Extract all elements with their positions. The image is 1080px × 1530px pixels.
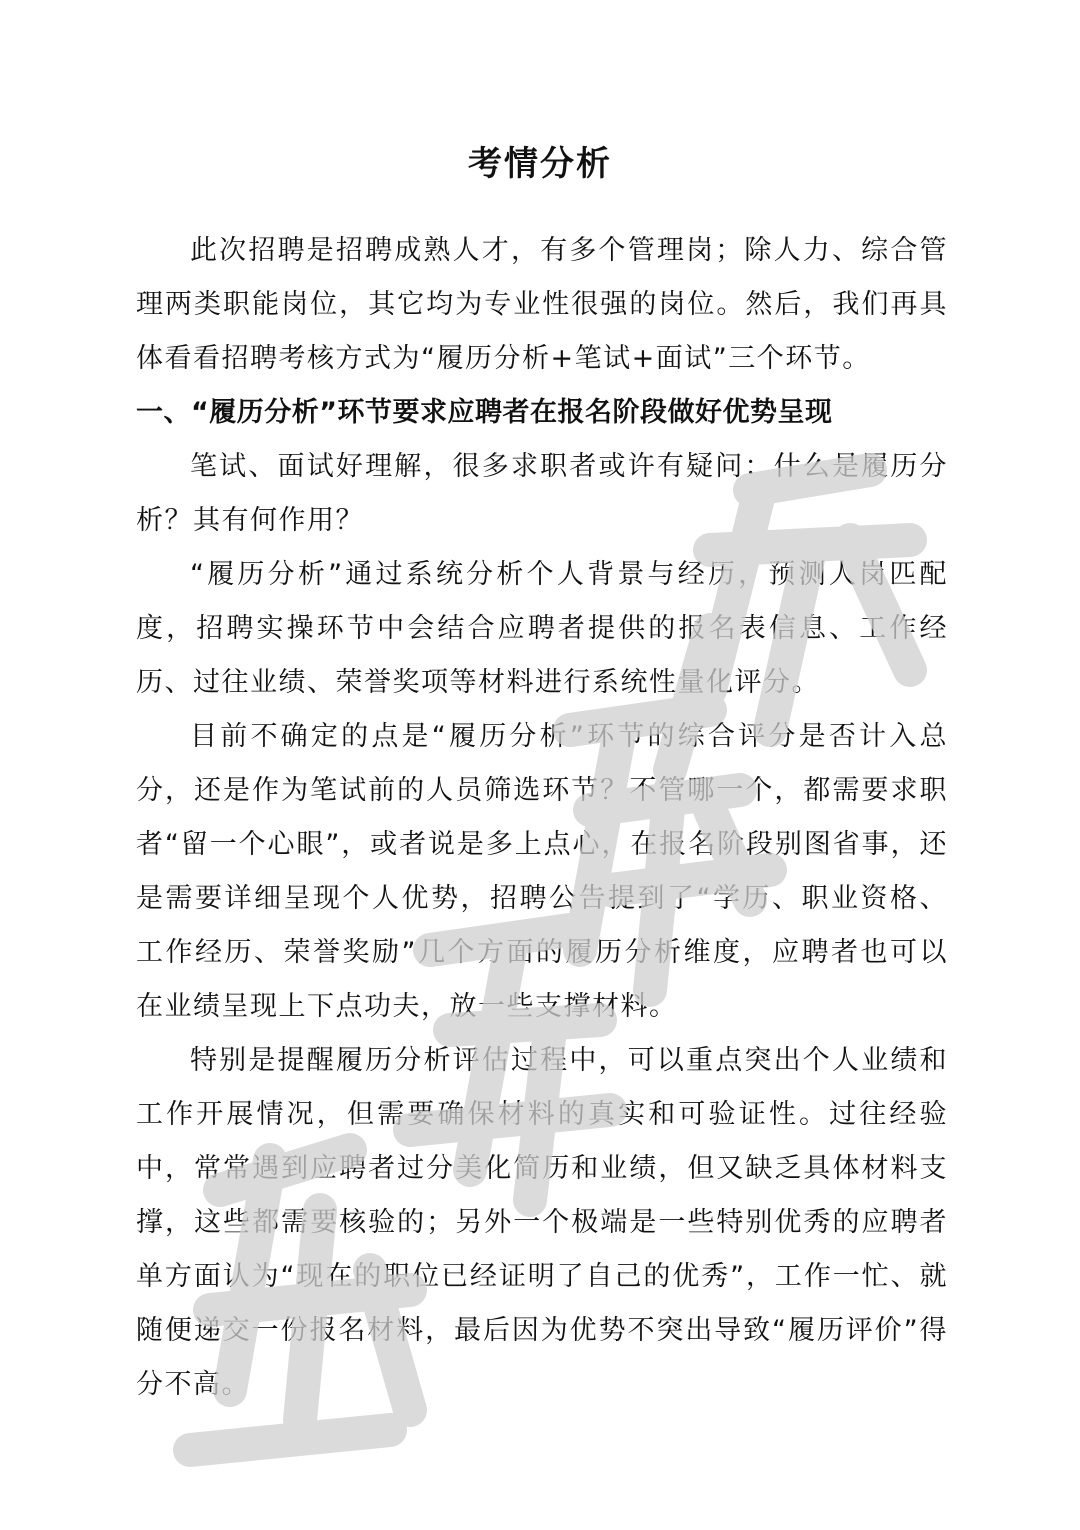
paragraph-intro: 此次招聘是招聘成熟人才，有多个管理岗；除人力、综合管理两类职能岗位，其它均为专业性很强的岗位。然后，我们再具体看看招聘考核方式为“履历分析+笔试+面试”三个环节。 — [136, 235, 948, 374]
document-body — [136, 224, 948, 1412]
paragraph-question: 笔试、面试好理解，很多求职者或许有疑问：什么是履历分析？其有何作用？ — [136, 451, 948, 536]
paragraph-reminder: 特别是提醒履历分析评估过程中，可以重点突出个人业绩和工作开展情况，但需要确保材料的真实和可验证性。过往经验中，常常遇到应聘者过分美化简历和业绩，但又缺乏具体材料支撑，这些都需要核验的；另外一个极端是一些特别优秀的应聘者单方面认为“现在的职位已经证明了自己的优秀”，工作一忙、就随便递交一份报名材料，最后因为优势不突出导致“履历评价”得分不高。 — [136, 1045, 948, 1400]
paragraph-definition: “履历分析”通过系统分析个人背景与经历，预测人岗匹配度，招聘实操环节中会结合应聘者提供的报名表信息、工作经历、过往业绩、荣誉奖项等材料进行系统性量化评分。 — [136, 559, 948, 698]
page-title: 考情分析 — [468, 144, 612, 184]
section-heading-1: 一、“履历分析”环节要求应聘者在报名阶段做好优势呈现 — [136, 397, 833, 428]
paragraph-uncertainty: 目前不确定的点是“履历分析”环节的综合评分是否计入总分，还是作为笔试前的人员筛选环节？不管哪一个，都需要求职者“留一个心眼”，或者说是多上点心，在报名阶段别图省事，还是需要详细呈现个人优势，招聘公告提到了“学历、职业资格、工作经历、荣誉奖励”几个方面的履历分析维度，应聘者也可以在业绩呈现上下点功夫，放一些支撑材料。 — [136, 721, 948, 1022]
